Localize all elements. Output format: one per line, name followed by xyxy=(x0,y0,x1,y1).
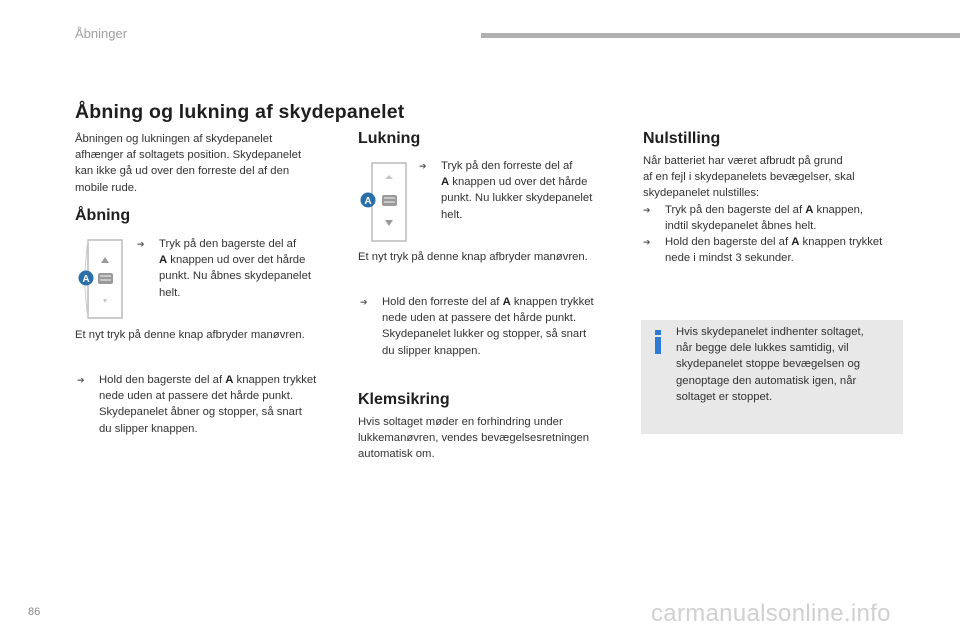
info-icon xyxy=(653,330,663,354)
info-box xyxy=(641,320,903,434)
switch-label-a: A xyxy=(364,196,372,207)
page-title: Åbning og lukning af skydepanelet xyxy=(75,101,405,123)
nulstilling-step2: ➔ Hold den bagerste del af A knappen trykket nede i mindst 3 sekunder. xyxy=(643,236,883,265)
heading-klemsikring: Klemsikring xyxy=(358,391,450,408)
info-text: Hvis skydepanelet indhenter soltaget, når begge dele lukkes samtidig, vil skydepanelet stoppe bevægelsen og genoptage den automatisk igen, når soltaget er stoppet. xyxy=(676,326,864,403)
bullet-arrow-icon: ➔ xyxy=(360,297,368,307)
bullet-arrow-icon: ➔ xyxy=(137,239,145,249)
abning-step2: ➔ Hold den bagerste del af A knappen trykket nede uden at passere det hårde punkt. Skydepanelet åbner og stopper, så snart du slipper knappen. xyxy=(77,374,317,435)
header-section-title: Åbninger xyxy=(75,26,128,41)
abning-note: Et nyt tryk på denne knap afbryder manøvren. xyxy=(75,329,305,341)
page-number: 86 xyxy=(28,606,41,618)
header-bar xyxy=(481,33,960,38)
bullet-arrow-icon: ➔ xyxy=(77,375,85,385)
nulstilling-paragraph: Når batteriet har været afbrudt på grund af en fejl i skydepanelets bevægelser, skal skydepanelet nulstilles: xyxy=(643,155,855,200)
heading-nulstilling: Nulstilling xyxy=(643,130,721,147)
bullet-arrow-icon: ➔ xyxy=(419,161,427,171)
watermark: carmanualsonline.info xyxy=(651,600,891,627)
lukning-step1: ➔ Tryk på den forreste del af A knappen ud over det hårde punkt. Nu lukker skydepanelet helt. xyxy=(419,160,593,221)
bullet-arrow-icon: ➔ xyxy=(643,237,651,247)
lukning-step2: ➔ Hold den forreste del af A knappen trykket nede uden at passere det hårde punkt. Skydepanelet lukker og stopper, så snart du slipper knappen. xyxy=(360,296,594,357)
klemsikring-paragraph: Hvis soltaget møder en forhindring under lukkemanøvren, vendes bevægelsesretningen automatisk om. xyxy=(358,416,590,461)
heading-lukning: Lukning xyxy=(358,130,421,147)
nulstilling-step1: ➔ Tryk på den bagerste del af A knappen, indtil skydepanelet åbnes helt. xyxy=(643,204,864,233)
switch-label-a: A xyxy=(82,274,90,285)
abning-step1: ➔ Tryk på den bagerste del af A knappen ud over det hårde punkt. Nu åbnes skydepanelet helt. xyxy=(137,238,311,299)
lukning-note: Et nyt tryk på denne knap afbryder manøvren. xyxy=(358,251,588,263)
bullet-arrow-icon: ➔ xyxy=(643,205,651,215)
heading-abning: Åbning xyxy=(75,207,131,224)
intro-paragraph: Åbningen og lukningen af skydepanelet afhænger af soltagets position. Skydepanelet kan ikke gå ud over den forreste del af den mobile rude. xyxy=(75,133,302,194)
